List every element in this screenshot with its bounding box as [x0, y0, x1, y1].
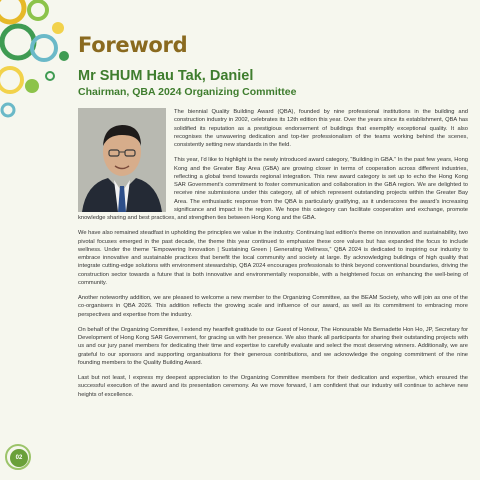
page-title: Foreword	[78, 33, 188, 57]
page-number: 02	[10, 449, 28, 467]
foreword-body	[78, 108, 468, 406]
paragraph: Another noteworthy addition, we are pleased to welcome a new member to the Organizing Committee, as the BEAM Society, who will join as one of the co-organisers in QBA 2026. This addition reflects the growing scale and influence of our award, as well as its commitment to embracing more perspectives and expertise from the industry.	[78, 295, 468, 318]
paragraph: The biennial Quality Building Award (QBA), founded by nine professional institutions in the building and construction industry in 2002, celebrates its 12th edition this year. Over the years since its establishment, QBA has solidified its reputation as a prestigious endorsement of buildings that exemplify exceptional quality. It also recognises the unwavering dedication and top-tier professionalism of the teams working behind the scenes, consistently setting new standards in the field.	[174, 109, 468, 148]
decorative-circles-graphic	[0, 0, 90, 120]
paragraph: On behalf of the Organizing Committee, I extend my heartfelt gratitude to our Guest of Honour, The Honourable Ms Bernadette Hon Ho, JP, Secretary for Development of Hong Kong SAR Government, for gracing us with her presence. We also thank all participants for sharing their outstanding projects with us and our jury panel members for dedicating their time and expertise to carefully evaluate and select the most deserving winners. Additionally, we are grateful to our sponsors and supporting organisations for their generous contributions, and we acknowledge the ongoing commitment of the nine founding members to the Quality Building Award.	[78, 326, 468, 366]
paragraph: Last but not least, I express my deepest appreciation to the Organizing Committee members for their dedication and expertise, which ensured the successful execution of the award and its presentation ceremony. As we move forward, I am confident that our industry will continue to achieve new heights of excellence.	[78, 375, 468, 398]
author-name: Mr SHUM Hau Tak, Daniel	[78, 68, 254, 84]
author-role: Chairman, QBA 2024 Organizing Committee	[78, 86, 297, 98]
paragraph: This year, I’d like to highlight is the newly introduced award category, “Building in GBA.” In the past few years, Hong Kong and the Greater Bay Area (GBA) are growing closer in terms of cooperation across different industries, reflecting a global trend towards regional integration. This new award category is set up to echo the Hong Kong SAR Government’s commitment to foster communication and collaboration in the GBA region. We are delighted to receive nine submissions under this category, all of which represent outstanding projects within the Greater Bay Area. The enthusiastic response from the QBA is particularly gratifying, as it underscores the award’s increasing significance and impact in the region. We hope this category can facilitate cooperation and exchange, promote knowledge sharing and best practices, and strengthen ties between Hong Kong and the GBA.	[78, 157, 468, 221]
paragraph: We have also remained steadfast in upholding the principles we value in the industry. Continuing last edition’s theme on innovation and sustainability, two pivotal focuses emerged in the past decade, the theme this year continued to emphasize these core values but has expanded the focus to include wellness. Under the theme “Empowering Innovation | Sustaining Green | Generating Wellness,” QBA 2024 is dedicated to inspiring our industry to embrace innovative and sustainable practices that benefit the local community and society at large. By acknowledging buildings of high quality that integrate cutting-edge solutions with environment stewardship, QBA 2024 encourages professionals to think beyond conventional boundaries, driving the construction sector towards a future that is both innovative and environmentally responsible, with a heightened focus on enhancing the well-being of community.	[78, 230, 468, 286]
